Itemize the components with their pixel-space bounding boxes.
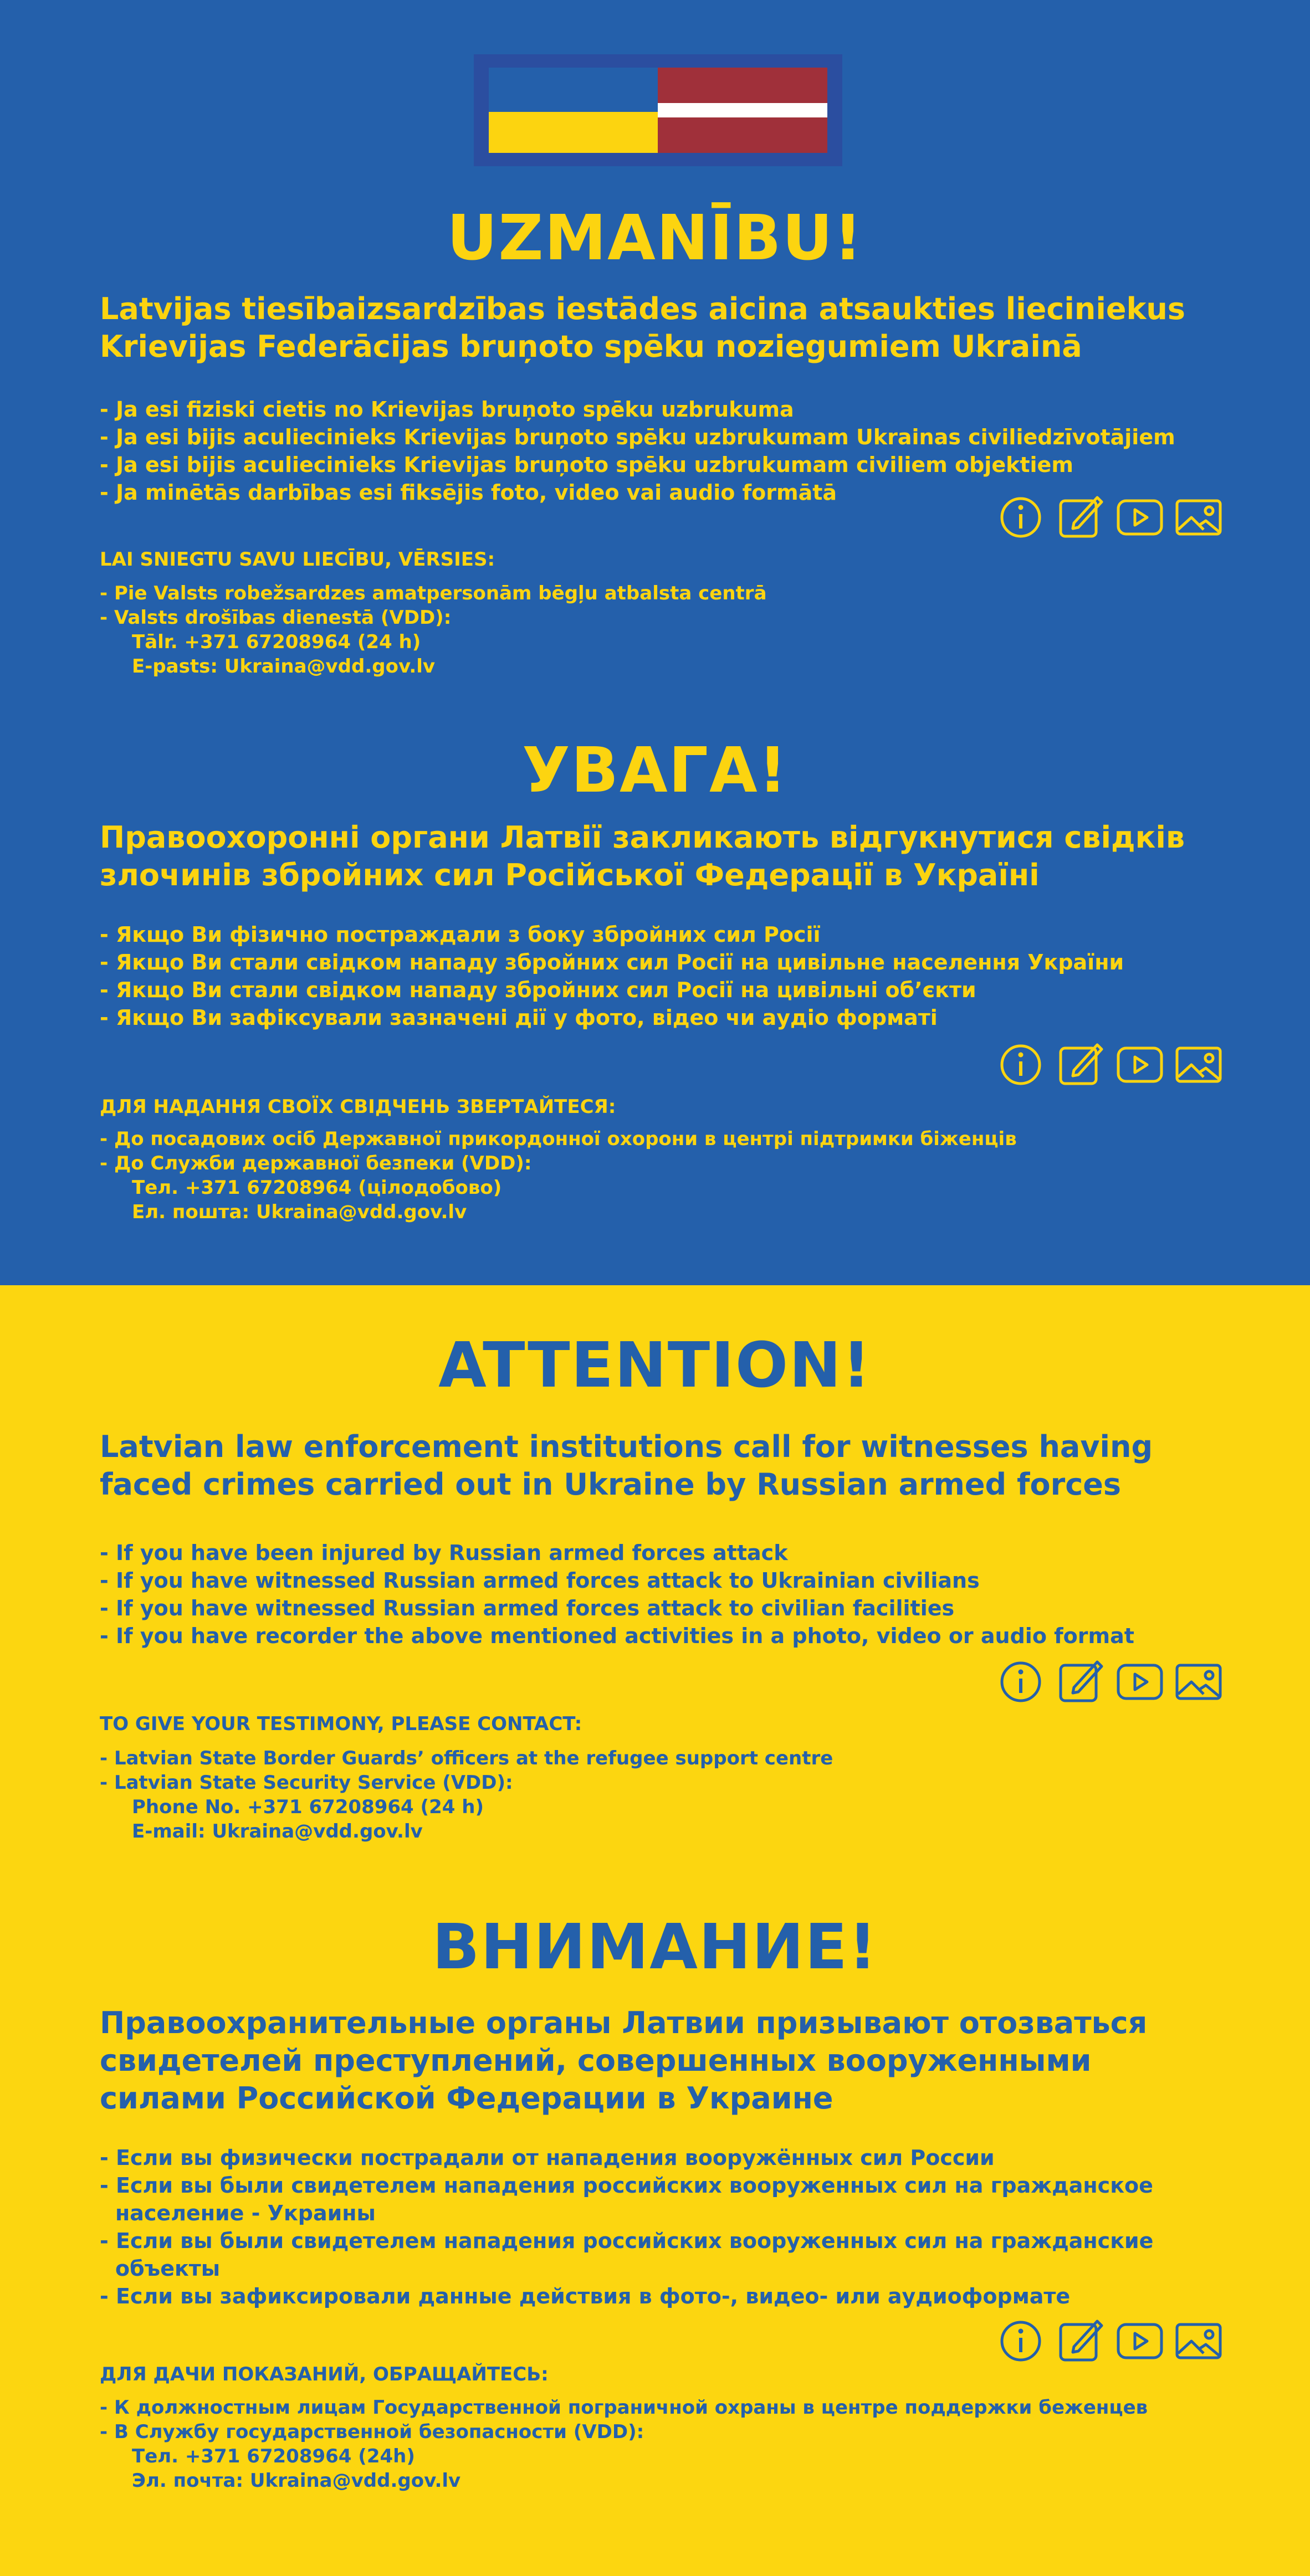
list-item: - Якщо Ви стали свідком нападу збройних сил Росії на цивільні об’єкти — [100, 978, 976, 1002]
ukraine-flag-blue-stripe — [489, 68, 658, 112]
edit-note-icon — [1057, 1043, 1105, 1087]
list-item: - If you have witnessed Russian armed forces attack to civilian facilities — [100, 1596, 955, 1620]
ua-subtitle — [100, 819, 1236, 894]
yellow-panel — [0, 1285, 1310, 2576]
phone-number: Phone No. +371 67208964 (24 h) — [132, 1796, 484, 1818]
list-item: - If you have been injured by Russian armed forces attack — [100, 1541, 788, 1565]
play-video-icon — [1116, 495, 1164, 540]
phone-number: Тел. +371 67208964 (24h) — [132, 2445, 415, 2467]
ru-subtitle — [100, 2004, 1236, 2117]
list-item: - Ja esi bijis aculiecinieks Krievijas bruņoto spēku uzbrukumam Ukrainas civiliedzīvotājiem — [100, 425, 1175, 449]
ru-subtitle-line: Правоохранительные органы Латвии призывают отозваться — [100, 2005, 1148, 2040]
latvia-flag — [658, 68, 827, 153]
info-icon — [999, 1660, 1046, 1704]
contact-label: - Latvian State Security Service (VDD): — [100, 1772, 513, 1794]
list-item: - Если вы были свидетелем нападения российских вооруженных сил на гражданские объекты — [100, 2229, 1154, 2281]
list-item: - Если вы физически пострадали от нападения вооружённых сил России — [100, 2146, 995, 2170]
edit-note-icon — [1057, 1660, 1105, 1704]
en-title: ATTENTION! — [438, 1330, 872, 1402]
list-item — [100, 1151, 1236, 1224]
list-item: - До посадових осіб Державної прикордонної охорони в центрі підтримки біженців — [100, 1128, 1017, 1150]
lv-bullet-list — [100, 396, 1236, 506]
en-bullet-list — [100, 1539, 1236, 1650]
list-item: - К должностным лицам Государственной пограничной охраны в центре поддержки беженцев — [100, 2397, 1148, 2419]
list-item: - Ja esi fiziski cietis no Krievijas bruņoto spēku uzbrukuma — [100, 397, 794, 422]
email-address: E-mail: Ukraina@vdd.gov.lv — [132, 1820, 423, 1843]
list-item: - Ja minētās darbības esi fiksējis foto, video vai audio formātā — [100, 480, 837, 505]
list-item — [100, 1771, 1236, 1844]
en-media-icons — [999, 1660, 1222, 1704]
play-video-icon — [1116, 1660, 1164, 1704]
image-icon — [1175, 495, 1222, 540]
ru-bullet-list — [100, 2144, 1236, 2310]
edit-note-icon — [1057, 2319, 1105, 2363]
ru-subtitle-line: силами Российской Федерации в Украине — [100, 2081, 833, 2116]
ua-subtitle-line: Правоохоронні органи Латвії закликають відгукнутися свідків — [100, 820, 1185, 855]
ru-title: ВНИМАНИЕ! — [432, 1911, 878, 1983]
ua-media-icons — [999, 1043, 1222, 1087]
en-subtitle-line: Latvian law enforcement institutions call for witnesses having — [100, 1429, 1153, 1464]
ua-title: УВАГА! — [522, 735, 788, 807]
en-subtitle-line: faced crimes carried out in Ukraine by Russian armed forces — [100, 1467, 1121, 1502]
en-contact-list — [100, 1746, 1236, 1844]
ru-subtitle-line: свидетелей преступлений, совершенных вооруженными — [100, 2043, 1092, 2078]
list-item — [100, 605, 1236, 679]
list-item: - If you have recorder the above mentioned activities in a photo, video or audio format — [100, 1624, 1134, 1648]
email-address: E-pasts: Ukraina@vdd.gov.lv — [132, 655, 436, 678]
contact-label: - Valsts drošības dienestā (VDD): — [100, 607, 452, 629]
lv-subtitle-line: Latvijas tiesībaizsardzības iestādes aicina atsaukties lieciniekus — [100, 291, 1185, 326]
play-video-icon — [1116, 1043, 1164, 1087]
list-item: - If you have witnessed Russian armed forces attack to Ukrainian civilians — [100, 1568, 980, 1593]
ua-bullet-list — [100, 921, 1236, 1032]
flags-emblem — [474, 54, 842, 166]
en-contact-heading: TO GIVE YOUR TESTIMONY, PLEASE CONTACT: — [100, 1713, 582, 1735]
image-icon — [1175, 1043, 1222, 1087]
edit-note-icon — [1057, 495, 1105, 540]
ru-media-icons — [999, 2319, 1222, 2363]
lv-title: UZMANĪBU! — [447, 202, 863, 274]
info-icon — [999, 2319, 1046, 2363]
list-item: - Якщо Ви зафіксували зазначені дії у фото, відео чи аудіо форматі — [100, 1005, 938, 1030]
image-icon — [1175, 2319, 1222, 2363]
lv-contact-heading: LAI SNIEGTU SAVU LIECĪBU, VĒRSIES: — [100, 548, 495, 571]
phone-number: Tālr. +371 67208964 (24 h) — [132, 631, 421, 653]
contact-label: - В Службу государственной безопасности (VDD): — [100, 2421, 644, 2443]
lv-subtitle-line: Krievijas Federācijas bruņoto spēku noziegumiem Ukrainā — [100, 329, 1082, 364]
lv-media-icons — [999, 495, 1222, 540]
ukraine-flag-yellow-stripe — [489, 112, 658, 153]
en-subtitle — [100, 1428, 1236, 1503]
list-item: - Pie Valsts robežsardzes amatpersonām bēgļu atbalsta centrā — [100, 582, 767, 604]
latvia-flag-white-stripe — [658, 103, 827, 117]
email-address: Ел. пошта: Ukraina@vdd.gov.lv — [132, 1201, 467, 1223]
list-item: - Latvian State Border Guards’ officers at the refugee support centre — [100, 1747, 833, 1769]
ua-contact-heading: ДЛЯ НАДАННЯ СВОЇХ СВІДЧЕНЬ ЗВЕРТАЙТЕСЯ: — [100, 1096, 616, 1118]
list-item: - Ja esi bijis aculiecinieks Krievijas bruņoto spēku uzbrukumam civiliem objektiem — [100, 453, 1073, 477]
list-item: - Якщо Ви фізично постраждали з боку збройних сил Росії — [100, 922, 821, 947]
blue-panel — [0, 0, 1310, 1285]
ua-contact-list — [100, 1127, 1236, 1224]
lv-contact-list — [100, 581, 1236, 679]
list-item: - Якщо Ви стали свідком нападу збройних сил Росії на цивільне населення України — [100, 950, 1124, 974]
info-icon — [999, 495, 1046, 540]
image-icon — [1175, 1660, 1222, 1704]
ru-contact-list — [100, 2395, 1236, 2493]
info-icon — [999, 1043, 1046, 1087]
list-item: - Если вы были свидетелем нападения российских вооруженных сил на гражданское население - Украины — [100, 2173, 1153, 2225]
ru-contact-heading: ДЛЯ ДАЧИ ПОКАЗАНИЙ, ОБРАЩАЙТЕСЬ: — [100, 2363, 549, 2385]
list-item — [100, 2420, 1236, 2493]
lv-subtitle — [100, 290, 1236, 366]
phone-number: Тел. +371 67208964 (цілодобово) — [132, 1177, 502, 1199]
contact-label: - До Служби державної безпеки (VDD): — [100, 1152, 532, 1174]
list-item: - Если вы зафиксировали данные действия в фото-, видео- или аудиоформате — [100, 2284, 1071, 2308]
play-video-icon — [1116, 2319, 1164, 2363]
ua-subtitle-line: злочинів збройних сил Російської Федерації в Україні — [100, 858, 1040, 892]
email-address: Эл. почта: Ukraina@vdd.gov.lv — [132, 2470, 461, 2492]
